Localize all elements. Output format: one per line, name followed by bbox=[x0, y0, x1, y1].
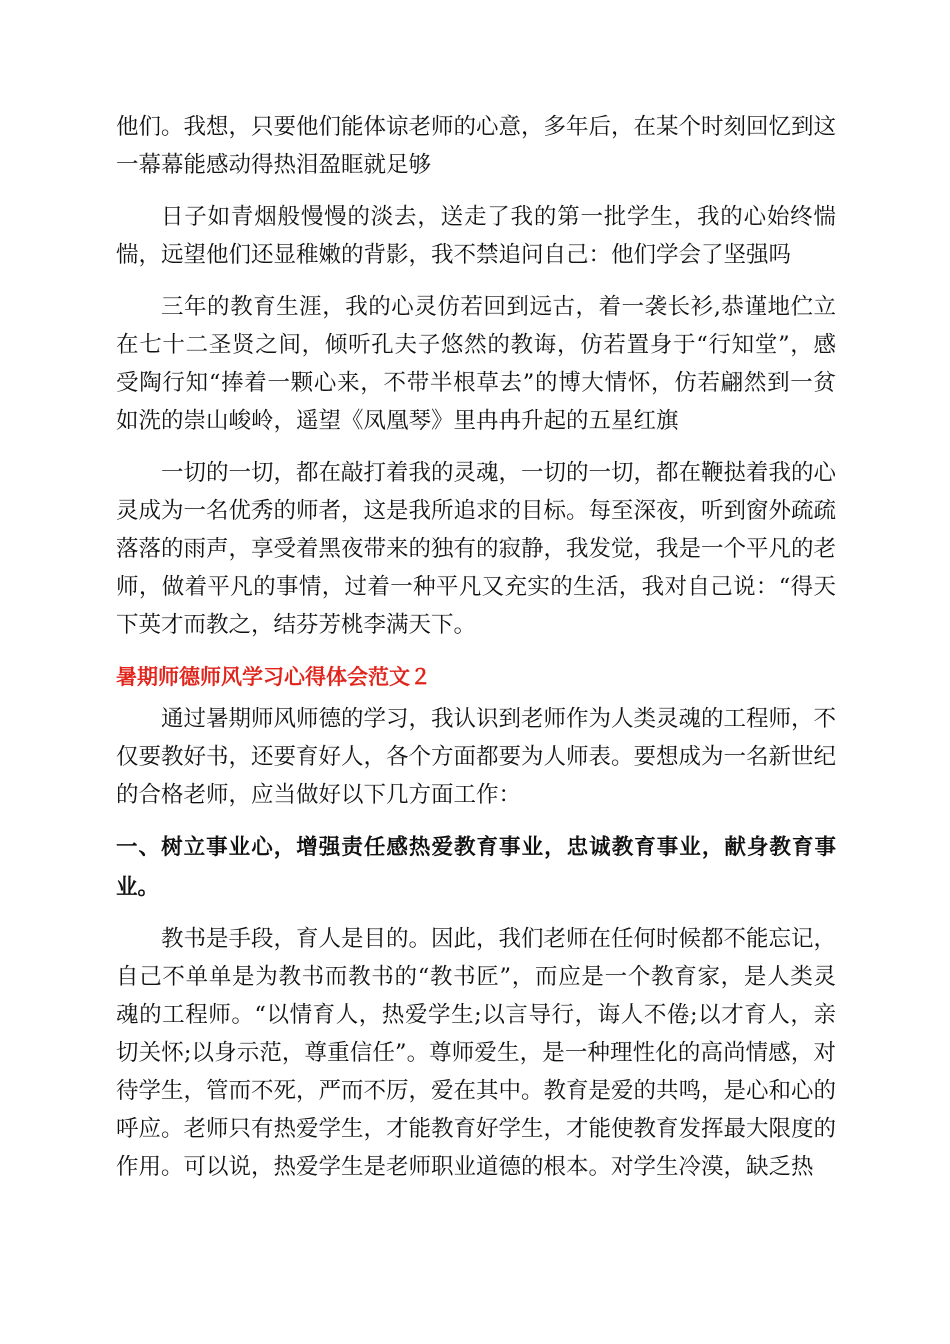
paragraph: 教书是手段，育人是目的。因此，我们老师在任何时候都不能忘记，自己不单单是为教书而教书的“教书匠”，而应是一个教育家，是人类灵魂的工程师。“以情育人，热爱学生;以言导行，诲人不倦;以才育人，亲切关怀;以身示范，尊重信任”。尊师爱生，是一种理性化的高尚情感，对待学生，管而不死，严而不厉，爱在其中。教育是爱的共鸣，是心和心的呼应。老师只有热爱学生，才能教育好学生，才能使教育发挥最大限度的作用。可以说，热爱学生是老师职业道德的根本。对学生冷漠，缺乏热 bbox=[116, 926, 837, 1180]
paragraph: 日子如青烟般慢慢的淡去，送走了我的第一批学生，我的心始终惴惴，远望他们还显稚嫩的背影，我不禁追问自己：他们学会了坚强吗 bbox=[116, 204, 836, 268]
paragraph: 一切的一切，都在敲打着我的灵魂，一切的一切，都在鞭挞着我的心灵成为一名优秀的师者，这是我所追求的目标。每至深夜，听到窗外疏疏落落的雨声，享受着黑夜带来的独有的寂静，我发觉，我是一个平凡的老师，做着平凡的事情，过着一种平凡又充实的生活，我对自己说：“得天下英才而教之，结芬芳桃李满天下。 bbox=[116, 460, 837, 638]
section-title: 暑期师德师风学习心得体会范文２ bbox=[116, 665, 431, 689]
paragraph-continuation: 他们。我想，只要他们能体谅老师的心意，多年后，在某个时刻回忆到这一幕幕能感动得热泪盈眶就足够 bbox=[116, 114, 837, 178]
section-intro-paragraph: 通过暑期师风师德的学习，我认识到老师作为人类灵魂的工程师，不仅要教好书，还要育好人，各个方面都要为人师表。要想成为一名新世纪的合格老师，应当做好以下几方面工作： bbox=[116, 706, 837, 808]
subheading: 一、树立事业心，增强责任感热爱教育事业，忠诚教育事业，献身教育事业。 bbox=[116, 835, 836, 900]
paragraph: 三年的教育生涯，我的心灵仿若回到远古，着一袭长衫,恭谨地伫立在七十二圣贤之间，倾听孔夫子悠然的教诲，仿若置身于“行知堂”，感受陶行知“捧着一颗心来，不带半根草去”的博大情怀，仿若翩然到一贫如洗的崇山峻岭，遥望《凤凰琴》里冉冉升起的五星红旗 bbox=[116, 294, 836, 434]
document-page bbox=[116, 108, 836, 1200]
